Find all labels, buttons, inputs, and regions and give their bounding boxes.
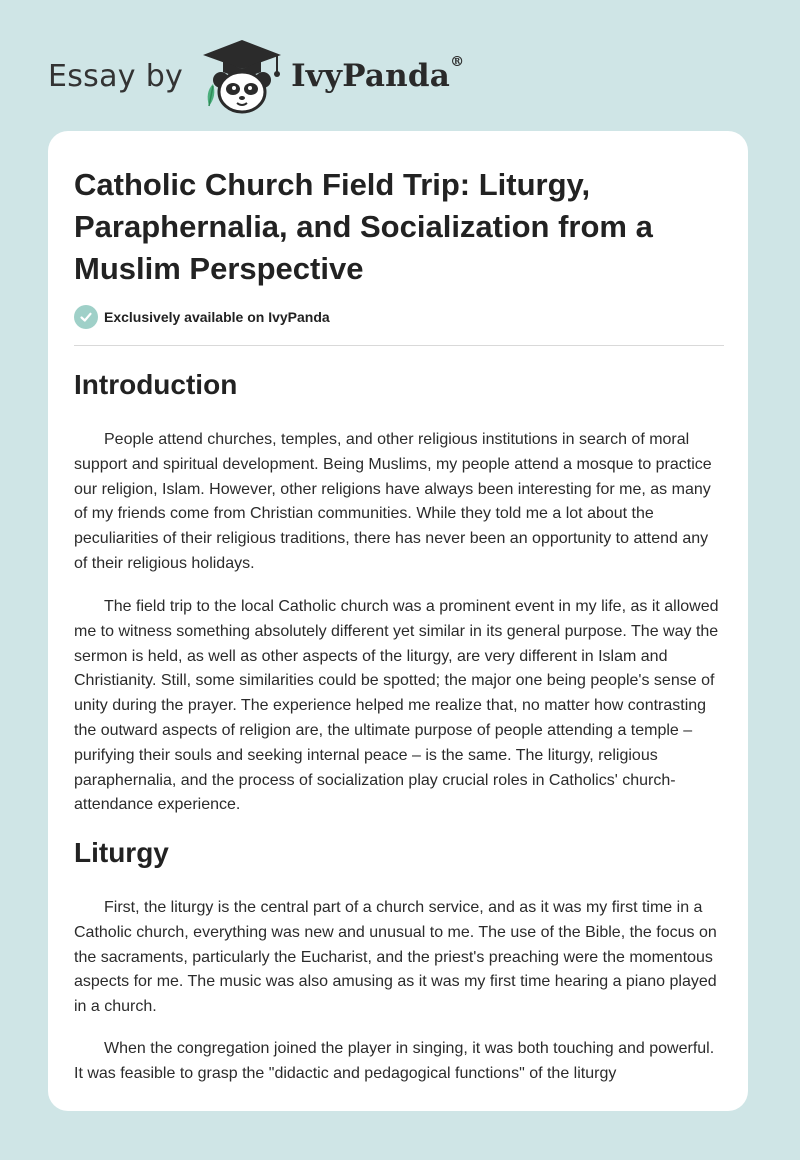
divider [74,345,724,346]
paragraph: First, the liturgy is the central part of a church service, and as it was my first time in a Catholic church, everything was new and unusual to me. The use of the Bible, the focus on the sacraments, particularly the Eucharist, and the priest's preaching were the momentous aspects for me. The music was also amusing as it was my first time hearing a piano played in a church. [74,899,717,1016]
section-heading-liturgy: Liturgy [74,837,169,868]
registered-mark: ® [450,54,465,70]
exclusive-badge-text: Exclusively available on IvyPanda [104,309,330,325]
section-heading-introduction: Introduction [74,369,238,400]
paragraph: When the congregation joined the player in singing, it was both touching and powerful. It was feasible to grasp the "didactic and pedagogical functions" of the liturgy [74,1040,715,1082]
panda-logo-icon [199,36,285,116]
essay-card [48,131,748,1111]
check-circle-icon [74,305,98,329]
paragraph: The field trip to the local Catholic church was a prominent event in my life, as it allowed me to witness something absolutely different yet similar in its general purpose. The way the sermon is held, as well as other aspects of the liturgy, are very different in Islam and Christianity. Still, some similarities could be spotted; the major one being people's sense of unity during the prayer. The experience helped me realize that, no matter how contrasting the outward aspects of religion are, the ultimate purpose of people attending a temple – purifying their souls and seeking internal peace – is the same. The liturgy, religious paraphernalia, and the process of socialization play crucial roles in Catholics' church-attendance experience. [74,598,719,814]
brand-prefix: Essay by [48,58,184,94]
brand-name: IvyPanda® [291,54,465,94]
brand-header [48,36,464,116]
essay-title: Catholic Church Field Trip: Liturgy, Paraphernalia, and Socialization from a Muslim Perspective [74,167,653,286]
exclusive-badge [74,305,330,329]
paragraph: People attend churches, temples, and other religious institutions in search of moral support and spiritual development. Being Muslims, my people attend a mosque to practice our religion, Islam. However, other religions have always been interesting for me, as many of my friends come from Christian communities. While they told me a lot about the peculiarities of their religious traditions, there has never been an opportunity to attend any of their religious holidays. [74,431,712,572]
